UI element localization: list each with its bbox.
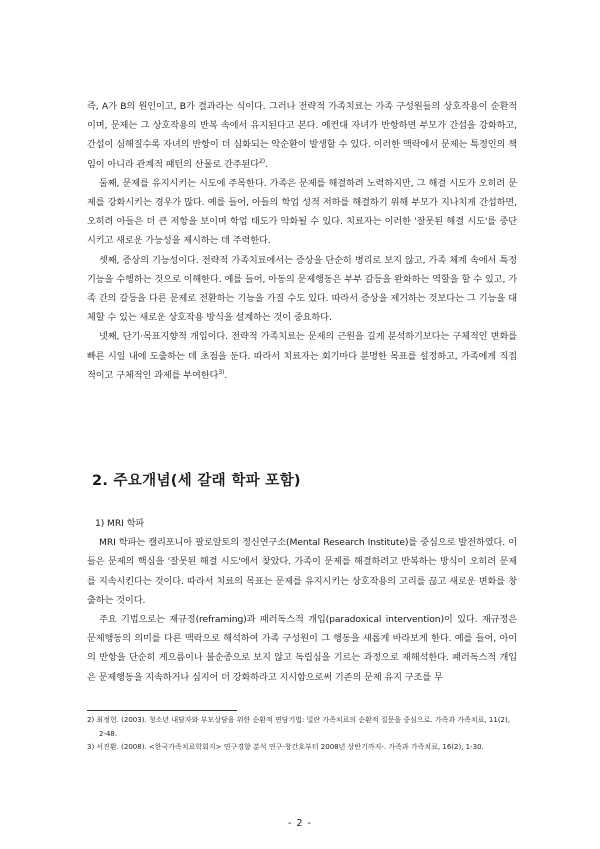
subsection-heading: 1) MRI 학파 — [95, 518, 145, 529]
footnote-2 — [87, 714, 517, 741]
section-body-2 — [87, 514, 517, 687]
footnote-3-text: 서진환. (2008). <한국가족치료학회지> 연구경향 분석 연구-창간호부터 2008년 상반기까지-. 가족과 가족치료, 16(2), 1-30. — [96, 743, 484, 751]
paragraph-1: 즉, A가 B의 원인이고, B가 결과라는 식이다. 그러나 전략적 가족치료는 가족 구성원들의 상호작용이 순환적이며, 문제는 그 상호작용의 반복 속에서 유지된다고 본다. 예컨대 자녀가 반항하면 부모가 간섭을 강화하고, 간섭이 심해질수록 자녀의 반항이 더 심화되는 악순환이 발생할 수 있다. 이러한 맥락에서 문제는 특정인의 책임이 아니라 관계적 패턴의 산물로 간주된다$^{2)}$. — [87, 101, 517, 170]
paragraph-5: MRI 학파는 캘리포니아 팔로알토의 정신연구소(Mental Research Institute)를 중심으로 발전하였다. 이들은 문제의 핵심을 '잘못된 해결 시도'에서 찾았다. 가족이 문제를 해결하려고 반복하는 방식이 오히려 문제를 지속시킨다는 것이다. 따라서 치료의 목표는 문제를 유지시키는 상호작용의 고리를 끊고 새로운 변화를 창출하는 것이다. — [87, 537, 517, 606]
footnote-2-number: 2) — [87, 716, 95, 724]
paragraph-4-text: 넷째, 단기·목표지향적 개입이다. 전략적 가족치료는 문제의 근원을 길게 분석하기보다는 구체적인 변화를 빠른 시일 내에 도출하는 데 초점을 둔다. 따라서 치료자는 회기마다 분명한 목표를 설정하고, 가족에게 직접적이고 구체적인 과제를 부여한다 — [87, 331, 517, 381]
section-heading: 2. 주요개념(세 갈래 학파 포함) — [92, 473, 301, 489]
footnotes — [87, 714, 517, 755]
paragraph-1-text: 즉, A가 B의 원인이고, B가 결과라는 식이다. 그러나 전략적 가족치료는 가족 구성원들의 상호작용이 순환적이며, 문제는 그 상호작용의 반복 속에서 유지된다고 본다. 예컨대 자녀가 반항하면 부모가 간섭을 강화하고, 간섭이 심해질수록 자녀의 반항이 더 심화되는 악순환이 발생할 수 있다. 이러한 맥락에서 문제는 특정인의 책임이 아니라 관계적 패턴의 산물로 간주된다 — [87, 101, 517, 170]
section-body-1 — [87, 97, 517, 385]
paragraph-2: 둘째, 문제를 유지시키는 시도에 주목한다. 가족은 문제를 해결하려 노력하지만, 그 해결 시도가 오히려 문제를 강화시키는 경우가 많다. 예를 들어, 아들의 학업 성적 저하를 해결하기 위해 부모가 지나치게 간섭하면, 오히려 아들은 더 큰 저항을 보이며 학업 태도가 악화될 수 있다. 치료자는 이러한 '잘못된 해결 시도'를 중단시키고 새로운 가능성을 제시하는 데 주력한다. — [87, 177, 517, 247]
paragraph-3: 셋째, 증상의 기능성이다. 전략적 가족치료에서는 증상을 단순히 병리로 보지 않고, 가족 체계 속에서 특정 기능을 수행하는 것으로 이해한다. 예를 들어, 아동의 문제행동은 부부 갈등을 완화하는 역할을 할 수 있고, 가족 간의 갈등을 다른 문제로 전환하는 기능을 가질 수도 있다. 따라서 증상을 제거하는 것보다는 그 기능을 대체할 수 있는 새로운 상호작용 방식을 설계하는 것이 중요하다. — [87, 254, 517, 324]
footnote-ref-2[interactable]: 2) — [259, 157, 266, 165]
footnote-ref-3[interactable]: 3) — [218, 368, 225, 376]
footnote-2-text: 최정헌. (2003). 청소년 내담자와 부모상담을 위한 순환적 면담기법: 밀란 가족치료의 순환적 질문을 중심으로. 가족과 가족치료, 11(2), 2-48. — [96, 716, 510, 738]
footnote-3 — [87, 741, 517, 755]
paragraph-4: 넷째, 단기·목표지향적 개입이다. 전략적 가족치료는 문제의 근원을 길게 분석하기보다는 구체적인 변화를 빠른 시일 내에 도출하는 데 초점을 둔다. 따라서 치료자는 회기마다 분명한 목표를 설정하고, 가족에게 직접적이고 구체적인 과제를 부여한다$^{3)}$. — [87, 331, 517, 381]
paragraph-6: 주요 기법으로는 재규정(reframing)과 패러독스적 개입(paradoxical intervention)이 있다. 재규정은 문제행동의 의미를 다른 맥락으로 해석하여 가족 구성원이 그 행동을 새롭게 바라보게 한다. 예를 들어, 아이의 반항을 단순히 게으름이나 불순종으로 보지 않고 독립심을 기르는 과정으로 재해석한다. 패러독스적 개입은 문제행동을 지속하거나 심지어 더 강화하라고 지시함으로써 기존의 문제 유지 구조를 무 — [87, 614, 517, 683]
page-number: - 2 - — [288, 818, 312, 829]
footnote-3-number: 3) — [87, 743, 95, 751]
footnote-divider — [87, 710, 237, 711]
